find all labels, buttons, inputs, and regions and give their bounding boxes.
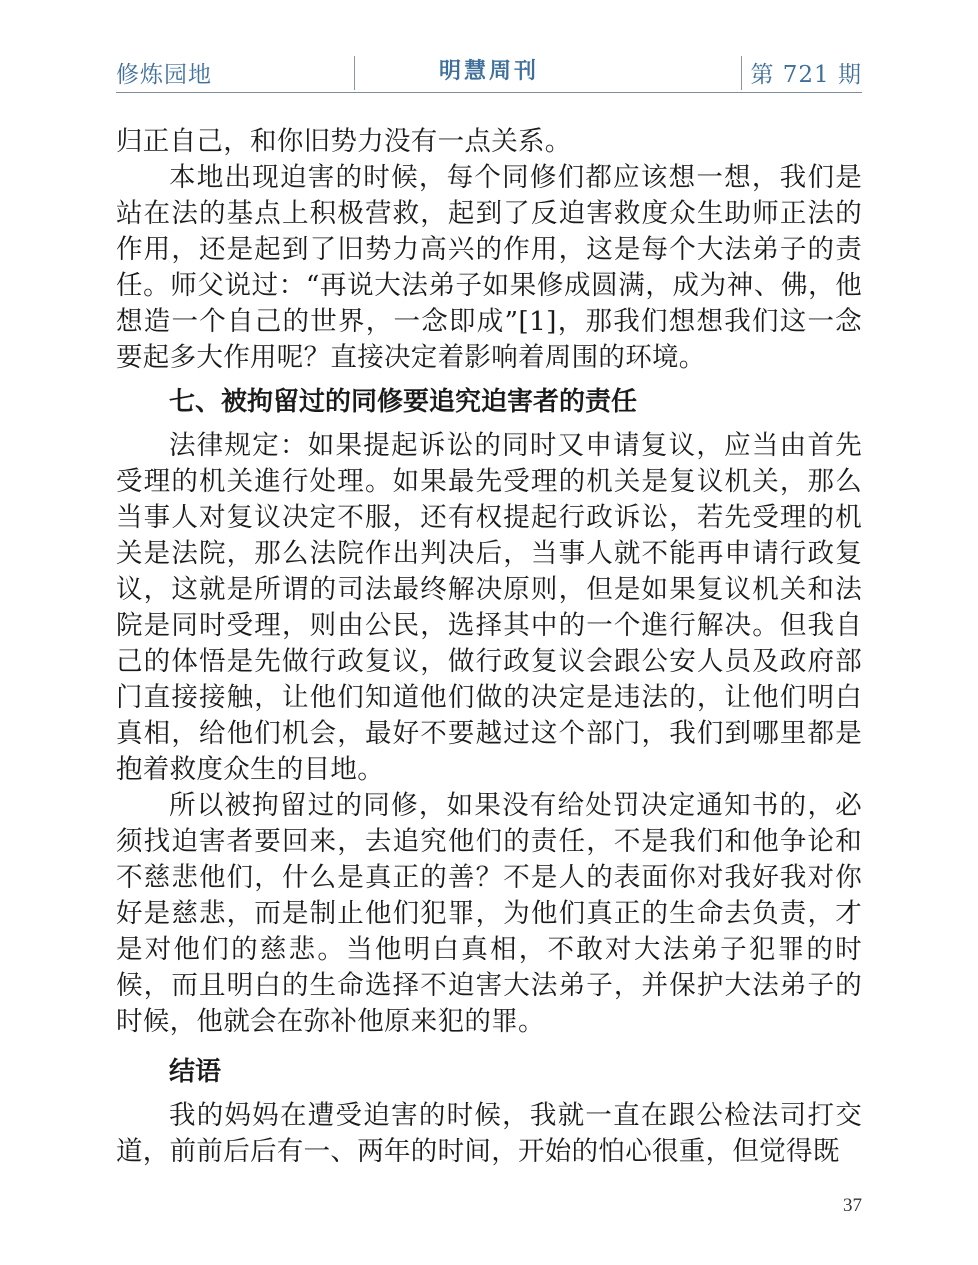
- header-publication-title: 明慧周刊: [438, 59, 539, 84]
- section-heading-conclusion: 结语: [169, 1057, 222, 1087]
- page-header: [116, 48, 862, 93]
- paragraph: 我的妈妈在遭受迫害的时候，我就一直在跟公检法司打交道，前前后后有一、两年的时间，开始的怕心很重，但觉得既: [116, 1100, 862, 1167]
- page-number: 37: [843, 1195, 862, 1216]
- article-body: [116, 124, 862, 1170]
- paragraph-continuation: 归正自己，和你旧势力没有一点关系。: [116, 126, 572, 157]
- header-divider-right: [741, 56, 742, 90]
- paragraph: 所以被拘留过的同修，如果没有给处罚决定通知书的，必须找迫害者要回来，去追究他们的责任，不是我们和他争论和不慈悲他们，什么是真正的善？不是人的表面你对我好我对你好是慈悲，而是制止他们犯罪，为他们真正的生命去负责，才是对他们的慈悲。当他明白真相，不敢对大法弟子犯罪的时候，而且明白的生命选择不迫害大法弟子，并保护大法弟子的时候，他就会在弥补他原来犯的罪。: [116, 790, 862, 1037]
- paragraph: 本地出现迫害的时候，每个同修们都应该想一想，我们是站在法的基点上积极营救，起到了反迫害救度众生助师正法的作用，还是起到了旧势力高兴的作用，这是每个大法弟子的责任。师父说过：“再说大法弟子如果修成圆满，成为神、佛，他想造一个自己的世界，一念即成”[1]，那我们想想我们这一念要起多大作用呢？直接决定着影响着周围的环境。: [116, 162, 862, 373]
- header-issue-number: 第 721 期: [750, 62, 862, 88]
- paragraph: 法律规定：如果提起诉讼的同时又申请复议，应当由首先受理的机关進行处理。如果最先受理的机关是复议机关，那么当事人对复议决定不服，还有权提起行政诉讼，若先受理的机关是法院，那么法院作出判决后，当事人就不能再申请行政复议，这就是所谓的司法最终解决原则，但是如果复议机关和法院是同时受理，则由公民，选择其中的一个進行解决。但我自己的体悟是先做行政复议，做行政复议会跟公安人员及政府部门直接接触，让他们知道他们做的决定是违法的，让他们明白真相，给他们机会，最好不要越过这个部门，我们到哪里都是抱着救度众生的目地。: [116, 430, 862, 785]
- section-heading-7: 七、被拘留过的同修要追究迫害者的责任: [169, 387, 638, 417]
- header-section-title: 修炼园地: [116, 62, 212, 88]
